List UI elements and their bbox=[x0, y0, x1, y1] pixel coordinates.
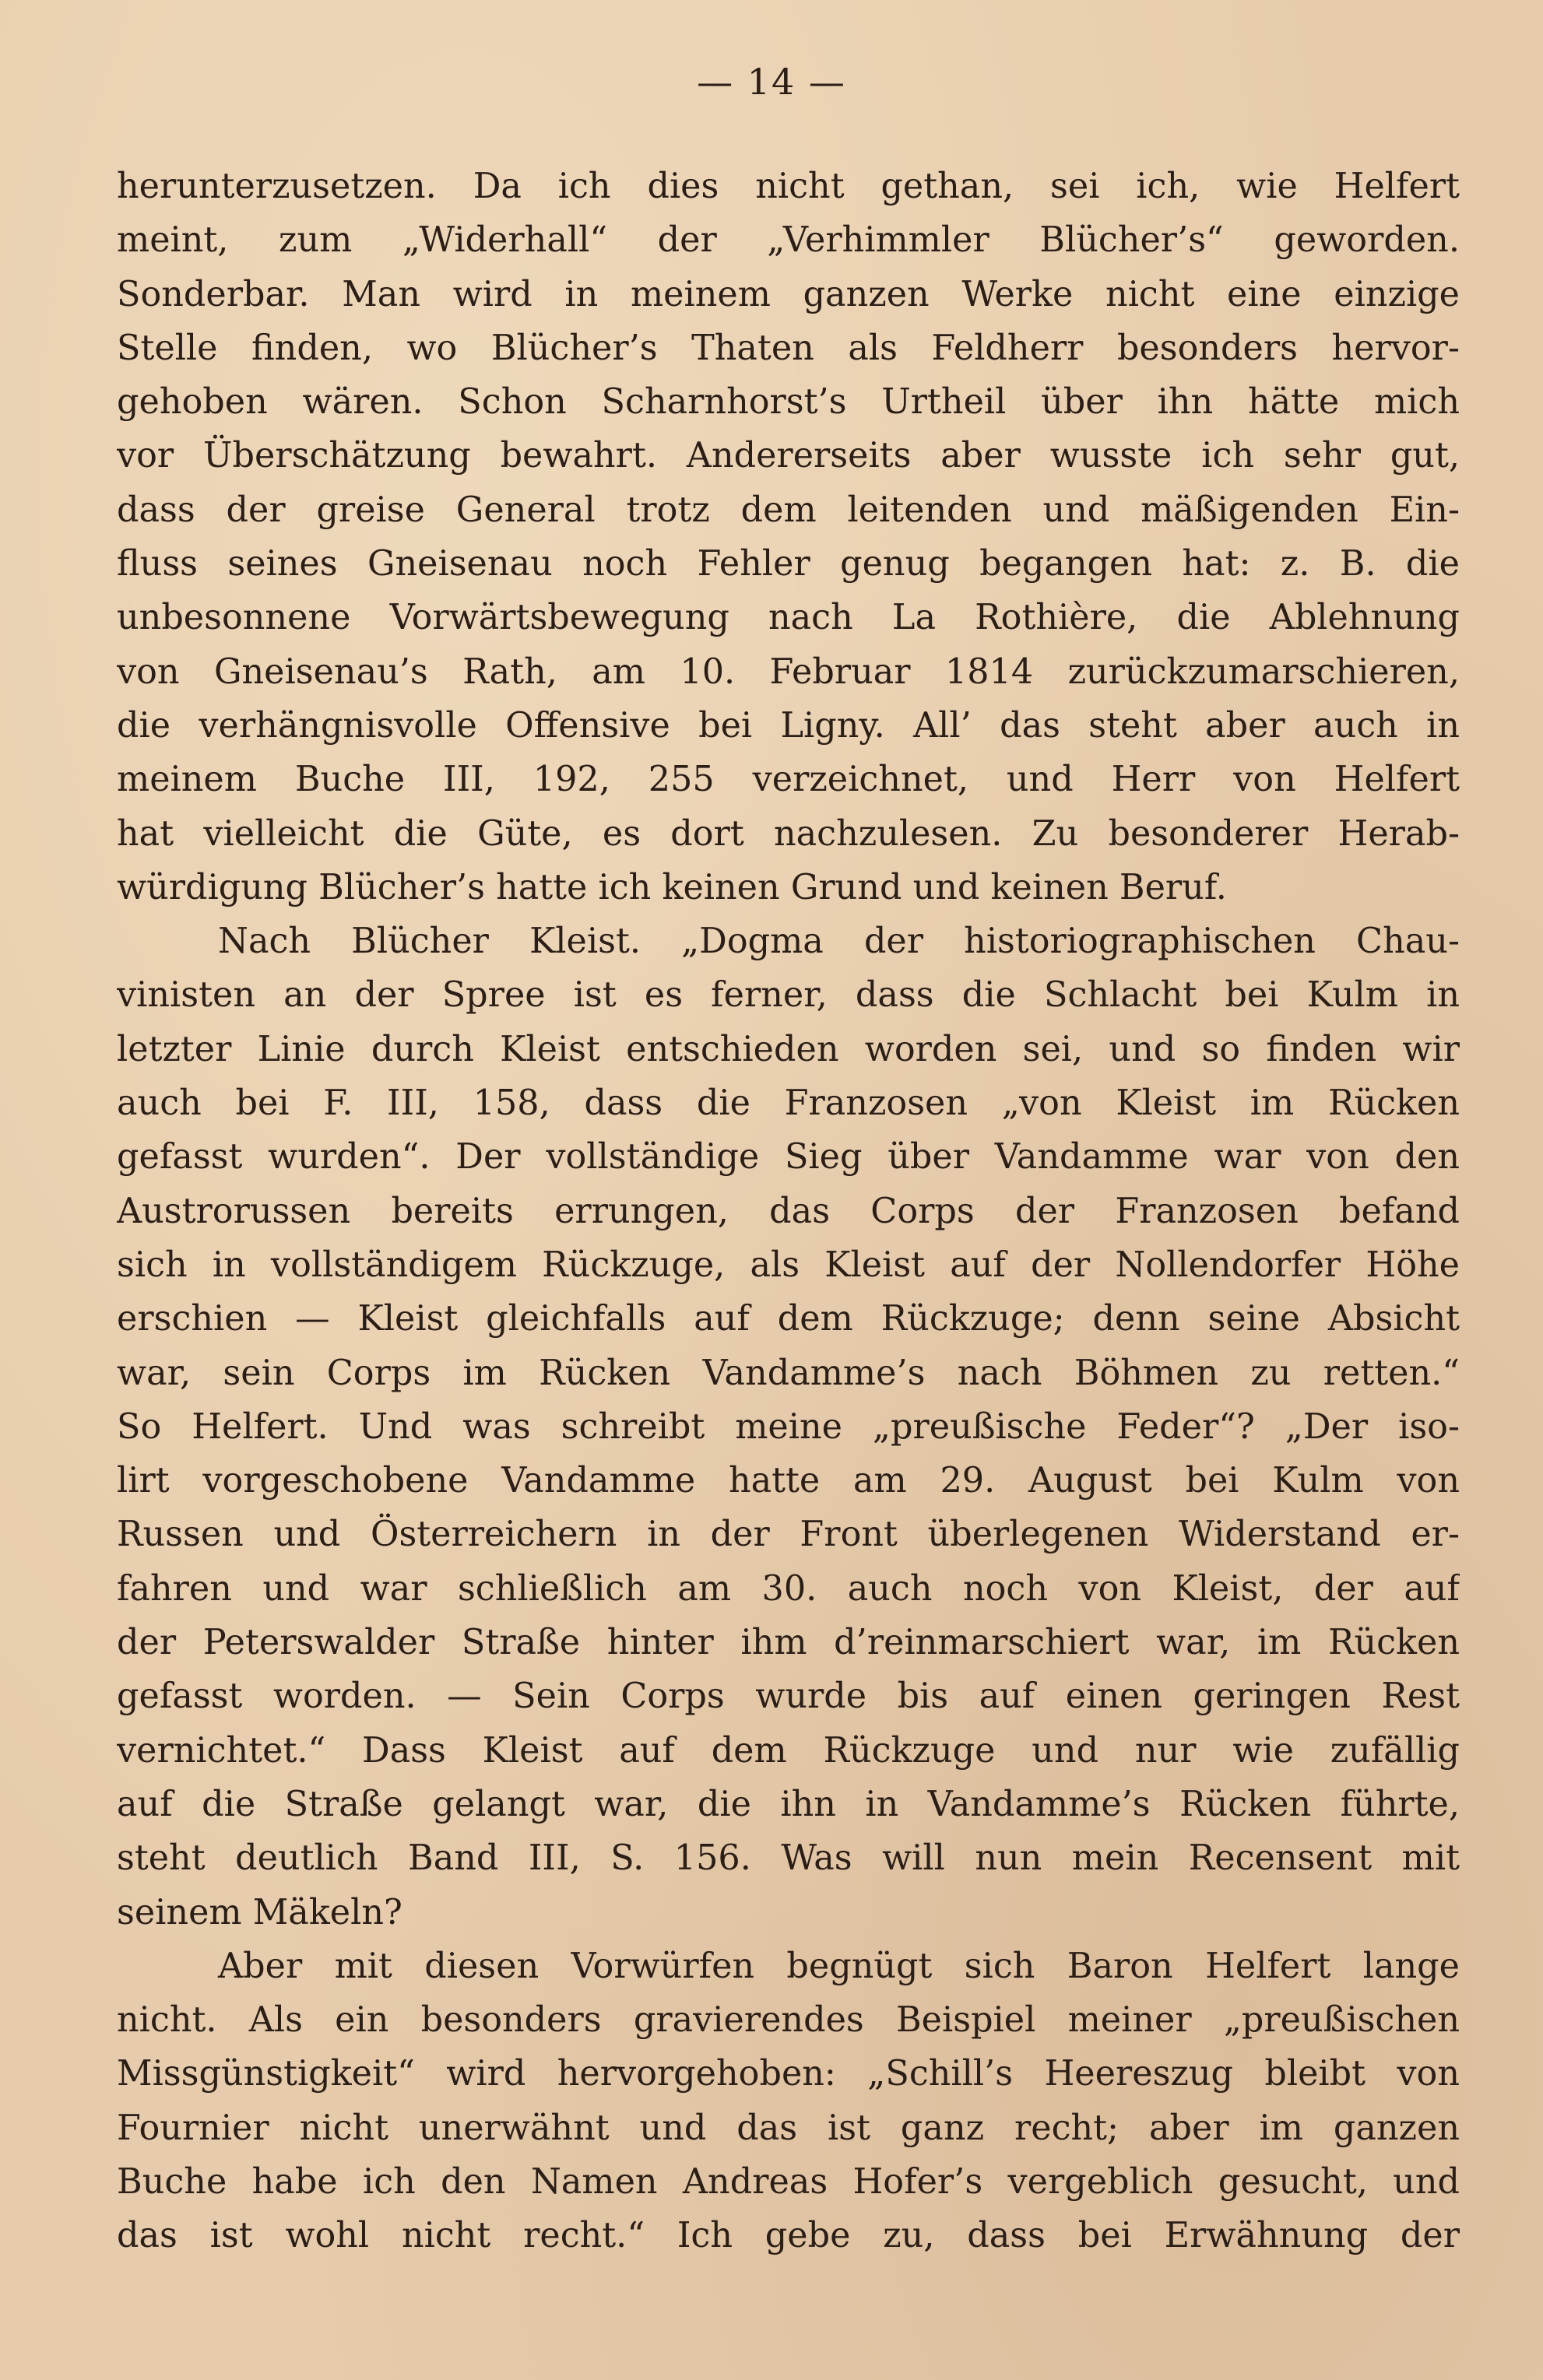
text-line: war, sein Corps im Rücken Vandamme’s nach Böhmen zu retten.“ bbox=[117, 1353, 1460, 1393]
text-line: hat vielleicht die Güte, es dort nachzulesen. Zu besonderer Herab- bbox=[117, 813, 1460, 854]
text-line: Missgünstigkeit“ wird hervorgehoben: „Schill’s Heereszug bleibt von bbox=[117, 2054, 1460, 2094]
text-line: seinem Mäkeln? bbox=[117, 1892, 402, 1932]
text-line: herunterzusetzen. Da ich dies nicht gethan, sei ich, wie Helfert bbox=[117, 167, 1460, 206]
text-line: Nach Blücher Kleist. „Dogma der historiographischen Chau- bbox=[218, 921, 1460, 962]
text-line: vernichtet.“ Dass Kleist auf dem Rückzuge und nur wie zufällig bbox=[117, 1730, 1460, 1771]
text-line: gefasst worden. — Sein Corps wurde bis auf einen geringen Rest bbox=[117, 1676, 1460, 1717]
text-line: gefasst wurden“. Der vollständige Sieg über Vandamme war von den bbox=[117, 1137, 1460, 1178]
text-line: sich in vollständigem Rückzuge, als Kleist auf der Nollendorfer Höhe bbox=[117, 1244, 1460, 1285]
text-line: meinem Buche III, 192, 255 verzeichnet, und Herr von Helfert bbox=[117, 760, 1460, 800]
text-line: auf die Straße gelangt war, die ihn in Vandamme’s Rücken führte, bbox=[117, 1784, 1460, 1824]
text-line: die verhängnisvolle Offensive bei Ligny. All’ das steht aber auch in bbox=[117, 705, 1460, 746]
text-line: Stelle finden, wo Blücher’s Thaten als Feldherr besonders hervor- bbox=[117, 328, 1460, 368]
text-line: Buche habe ich den Namen Andreas Hofer’s vergeblich gesucht, und bbox=[117, 2161, 1460, 2202]
text-line: lirt vorgeschobene Vandamme hatte am 29. August bei Kulm von bbox=[117, 1461, 1460, 1501]
text-line: von Gneisenau’s Rath, am 10. Februar 1814 zurückzumarschieren, bbox=[117, 651, 1460, 692]
text-line: nicht. Als ein besonders gravierendes Beispiel meiner „preußischen bbox=[117, 2000, 1460, 2041]
text-line: So Helfert. Und was schreibt meine „preußische Feder“? „Der iso- bbox=[117, 1406, 1460, 1447]
text-line: unbesonnene Vorwärtsbewegung nach La Rothière, die Ablehnung bbox=[117, 598, 1460, 638]
text-line: würdigung Blücher’s hatte ich keinen Grund und keinen Beruf. bbox=[117, 867, 1227, 907]
page-number: — 14 — bbox=[697, 61, 846, 103]
text-line: Sonderbar. Man wird in meinem ganzen Werke nicht eine einzige bbox=[117, 274, 1460, 314]
text-line: letzter Linie durch Kleist entschieden worden sei, und so finden wir bbox=[117, 1029, 1460, 1069]
text-line: vor Überschätzung bewahrt. Andererseits aber wusste ich sehr gut, bbox=[117, 436, 1460, 476]
text-line: Russen und Österreichern in der Front überlegenen Widerstand er- bbox=[117, 1515, 1460, 1555]
body-text bbox=[117, 160, 1460, 2263]
text-line: fahren und war schließlich am 30. auch noch von Kleist, der auf bbox=[117, 1568, 1460, 1609]
text-line: gehoben wären. Schon Scharnhorst’s Urtheil über ihn hätte mich bbox=[117, 382, 1460, 423]
text-line: auch bei F. III, 158, dass die Franzosen „von Kleist im Rücken bbox=[117, 1083, 1460, 1124]
text-line: erschien — Kleist gleichfalls auf dem Rückzuge; denn seine Absicht bbox=[117, 1299, 1460, 1339]
text-line: der Peterswalder Straße hinter ihm d’reinmarschiert war, im Rücken bbox=[117, 1623, 1460, 1663]
text-line: vinisten an der Spree ist es ferner, dass die Schlacht bei Kulm in bbox=[117, 975, 1460, 1016]
text-line: das ist wohl nicht recht.“ Ich gebe zu, dass bei Erwähnung der bbox=[117, 2216, 1460, 2256]
text-line: Aber mit diesen Vorwürfen begnügt sich Baron Helfert lange bbox=[218, 1946, 1460, 1986]
text-line: dass der greise General trotz dem leitenden und mäßigenden Ein- bbox=[117, 490, 1460, 530]
text-line: Fournier nicht unerwähnt und das ist ganz recht; aber im ganzen bbox=[117, 2108, 1460, 2148]
text-line: fluss seines Gneisenau noch Fehler genug begangen hat: z. B. die bbox=[117, 544, 1460, 584]
text-line: Austrorussen bereits errungen, das Corps der Franzosen befand bbox=[117, 1191, 1460, 1231]
text-line: meint, zum „Widerhall“ der „Verhimmler Blücher’s“ geworden. bbox=[117, 220, 1460, 261]
text-line: steht deutlich Band III, S. 156. Was will nun mein Recensent mit bbox=[117, 1838, 1460, 1879]
